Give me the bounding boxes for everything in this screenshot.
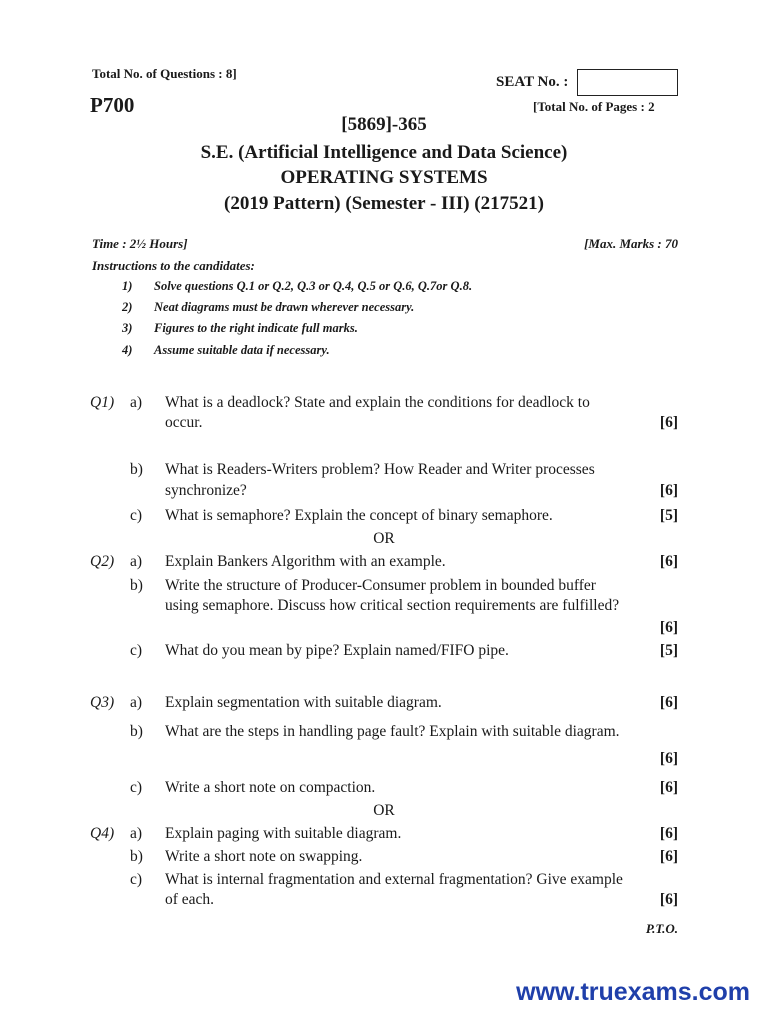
q3-a-line1: Explain segmentation with suitable diagram. [165, 694, 442, 711]
instruction-num: 3) [122, 321, 133, 335]
q1-a-marks: [6] [659, 414, 678, 431]
q4-b-sub: b) [130, 848, 143, 865]
q1-b-line1: What is Readers-Writers problem? How Reader and Writer processes [165, 461, 595, 478]
q4-c-line2: of each. [165, 891, 215, 908]
q3-b-sub: b) [130, 723, 143, 740]
instruction-text: Assume suitable data if necessary. [154, 343, 330, 357]
seat-label: SEAT No. : [496, 74, 569, 90]
instruction-text: Solve questions Q.1 or Q.2, Q.3 or Q.4, Q.5 or Q.6, Q.7or Q.8. [154, 279, 473, 293]
instruction-num: 4) [122, 343, 133, 357]
q3-a-marks: [6] [659, 694, 678, 711]
q1-c-marks: [5] [659, 507, 678, 524]
q4-b-marks: [6] [659, 848, 678, 865]
q3-b-marks: [6] [659, 750, 678, 767]
q1-b-line2: synchronize? [165, 482, 247, 499]
time-allowed: Time : 2½ Hours] [92, 236, 188, 251]
q3-c-marks: [6] [659, 779, 678, 796]
subject-title: OPERATING SYSTEMS [280, 167, 488, 188]
q1-a-line1: What is a deadlock? State and explain the conditions for deadlock to [165, 394, 590, 411]
q3-label: Q3) [90, 694, 115, 711]
watermark-link[interactable]: www.truexams.com [516, 978, 750, 1006]
pattern-line: (2019 Pattern) (Semester - III) (217521) [224, 193, 544, 214]
q4-a-marks: [6] [659, 825, 678, 842]
q1-a-sub: a) [130, 394, 143, 411]
q2-b-marks: [6] [659, 619, 678, 636]
q4-a-sub: a) [130, 825, 143, 842]
course-title: S.E. (Artificial Intelligence and Data Science) [200, 142, 568, 163]
total-pages: [Total No. of Pages : 2 [533, 99, 655, 114]
instruction-num: 2) [122, 300, 133, 314]
instruction-num: 1) [122, 279, 133, 293]
pto-note: P.T.O. [645, 921, 678, 936]
q2-a-sub: a) [130, 553, 143, 570]
q2-c-marks: [5] [659, 642, 678, 659]
or-separator: OR [373, 530, 395, 547]
q2-b-line2: using semaphore. Discuss how critical section requirements are fulfilled? [165, 597, 620, 614]
q4-label: Q4) [90, 825, 115, 842]
q1-c-sub: c) [130, 507, 143, 524]
q4-c-marks: [6] [659, 891, 678, 908]
q1-c-line1: What is semaphore? Explain the concept of binary semaphore. [165, 507, 553, 524]
q4-a-line1: Explain paging with suitable diagram. [165, 825, 402, 842]
q2-c-line1: What do you mean by pipe? Explain named/FIFO pipe. [165, 642, 509, 659]
q2-b-sub: b) [130, 577, 143, 594]
q2-a-marks: [6] [659, 553, 678, 570]
q3-a-sub: a) [130, 694, 143, 711]
paper-code: P700 [90, 93, 135, 117]
q3-c-line1: Write a short note on compaction. [165, 779, 376, 796]
instruction-text: Neat diagrams must be drawn wherever necessary. [154, 300, 415, 314]
instructions-title: Instructions to the candidates: [92, 258, 255, 273]
q4-b-line1: Write a short note on swapping. [165, 848, 363, 865]
total-questions: Total No. of Questions : 8] [92, 66, 237, 81]
q2-label: Q2) [90, 553, 115, 570]
exam-code: [5869]-365 [341, 114, 427, 135]
q2-b-line1: Write the structure of Producer-Consumer problem in bounded buffer [165, 577, 596, 594]
q3-c-sub: c) [130, 779, 143, 796]
or-separator: OR [373, 802, 395, 819]
instruction-text: Figures to the right indicate full marks. [154, 321, 358, 335]
q3-b-line1: What are the steps in handling page fault? Explain with suitable diagram. [165, 723, 620, 740]
q2-c-sub: c) [130, 642, 143, 659]
q2-a-line1: Explain Bankers Algorithm with an example. [165, 553, 446, 570]
q1-label: Q1) [90, 394, 115, 411]
q1-a-line2: occur. [165, 414, 203, 431]
q4-c-sub: c) [130, 871, 143, 888]
max-marks: [Max. Marks : 70 [584, 236, 678, 251]
seat-number-box[interactable] [577, 69, 678, 96]
q1-b-marks: [6] [659, 482, 678, 499]
q4-c-line1: What is internal fragmentation and external fragmentation? Give example [165, 871, 623, 888]
q1-b-sub: b) [130, 461, 143, 478]
